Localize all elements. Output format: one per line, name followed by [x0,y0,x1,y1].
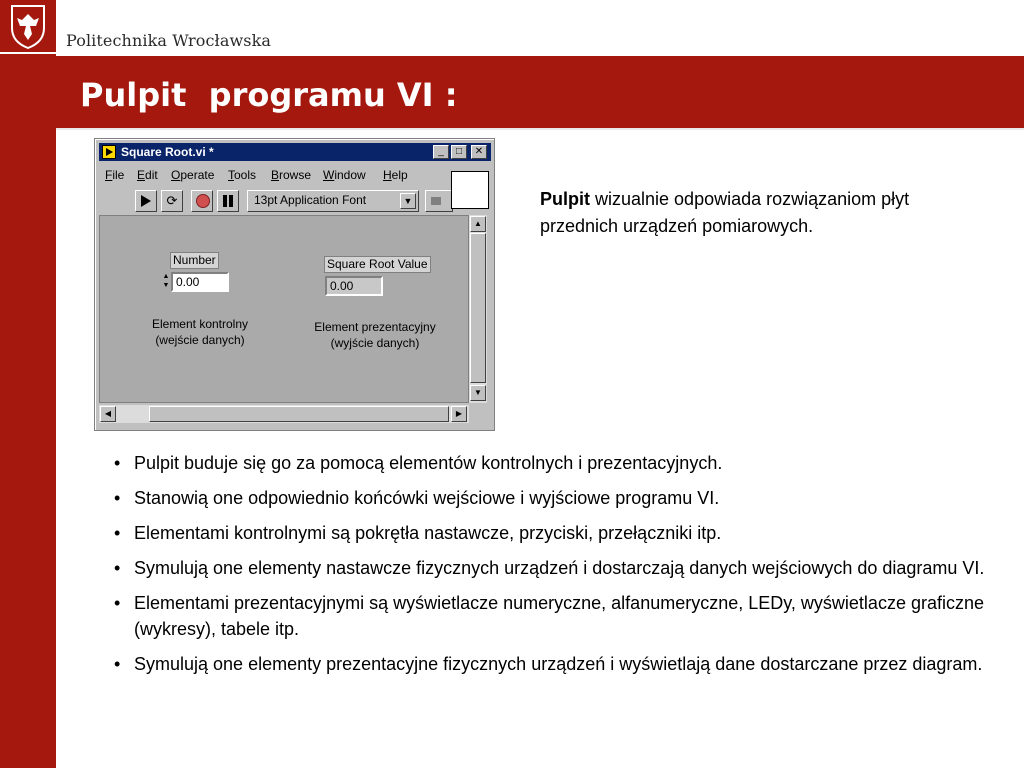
vertical-scroll-thumb[interactable] [470,233,486,383]
vi-connector-pane[interactable] [451,171,489,209]
bullet-item: • Symulują one elementy nastawcze fizycznych urządzeń i dostarczają danych wejściowych do diagramu VI. [112,555,992,581]
increment-decrement-icon[interactable]: ▲ ▼ [162,273,170,289]
indicator-caption-line1: Element prezentacyjny [314,320,436,334]
scroll-up-icon[interactable]: ▲ [470,216,486,232]
resize-grip[interactable] [469,405,487,423]
menu-help[interactable]: Help [383,168,408,182]
chevron-down-icon: ▼ [400,193,416,209]
bullet-item: • Stanowią one odpowiednio końcówki wejściowe i wyjściowe programu VI. [112,485,992,511]
control-label: Number [170,252,219,269]
title-band [56,56,1024,128]
description-rest: wizualnie odpowiada rozwiązaniom płyt przednich urządzeń pomiarowych. [540,189,910,236]
labview-window [94,138,495,431]
vertical-scrollbar[interactable] [469,215,487,403]
minimize-button[interactable]: _ [433,145,449,159]
description-bold: Pulpit [540,189,590,209]
window-title: Square Root.vi * [121,145,214,159]
control-caption-line2: (wejście danych) [155,333,245,347]
slide-title: Pulpit programu VI : [80,76,458,114]
menu-file[interactable]: File [105,168,125,182]
align-icon[interactable] [425,190,453,212]
eagle-crest-icon [0,0,56,52]
indicator-caption [306,319,444,351]
menu-bar [99,165,491,185]
indicator-label: Square Root Value [324,256,431,273]
horizontal-scroll-thumb[interactable] [149,406,449,422]
font-select[interactable] [247,190,419,212]
maximize-button[interactable]: □ [451,145,467,159]
abort-icon[interactable] [191,190,213,212]
description [540,186,980,240]
bullet-item: • Elementami prezentacyjnymi są wyświetlacze numeryczne, alfanumeryczne, LEDy, wyświetlacze graficzne (wykresy), tabele itp. [112,590,992,642]
bullet-item: • Elementami kontrolnymi są pokrętła nastawcze, przyciski, przełączniki itp. [112,520,992,546]
number-control[interactable]: 0.00 [171,272,229,292]
close-button[interactable]: ✕ [471,145,487,159]
horizontal-scrollbar[interactable] [99,405,469,423]
title-divider [56,128,1024,130]
menu-operate[interactable]: Operate [171,168,215,182]
scroll-down-icon[interactable]: ▼ [470,385,486,401]
run-icon[interactable] [135,190,157,212]
university-logo [0,0,56,54]
vi-icon [102,145,116,159]
university-name: Politechnika Wrocławska [66,31,272,50]
control-caption-line1: Element kontrolny [151,317,249,331]
menu-tools[interactable]: Tools [228,168,257,182]
toolbar [99,187,491,213]
font-select-value: 13pt Application Font [254,193,367,207]
menu-window[interactable]: Window [323,168,366,182]
front-panel [99,215,469,403]
menu-edit[interactable]: Edit [137,168,158,182]
control-caption [140,316,260,348]
menu-browse[interactable]: Browse [271,168,312,182]
run-continuously-icon[interactable]: ⟳ [161,190,183,212]
bullet-item: • Pulpit buduje się go za pomocą elementów kontrolnych i prezentacyjnych. [112,450,992,476]
left-sidebar-band [0,54,56,768]
indicator-caption-line2: (wyjście danych) [330,336,420,350]
square-root-indicator: 0.00 [325,276,383,296]
pause-icon[interactable] [217,190,239,212]
scroll-right-icon[interactable]: ▶ [451,406,467,422]
window-title-bar [99,143,491,161]
bullet-item: • Symulują one elementy prezentacyjne fizycznych urządzeń i wyświetlają dane dostarczane przez diagram. [112,651,992,677]
bullet-list [112,450,992,686]
scroll-left-icon[interactable]: ◀ [100,406,116,422]
